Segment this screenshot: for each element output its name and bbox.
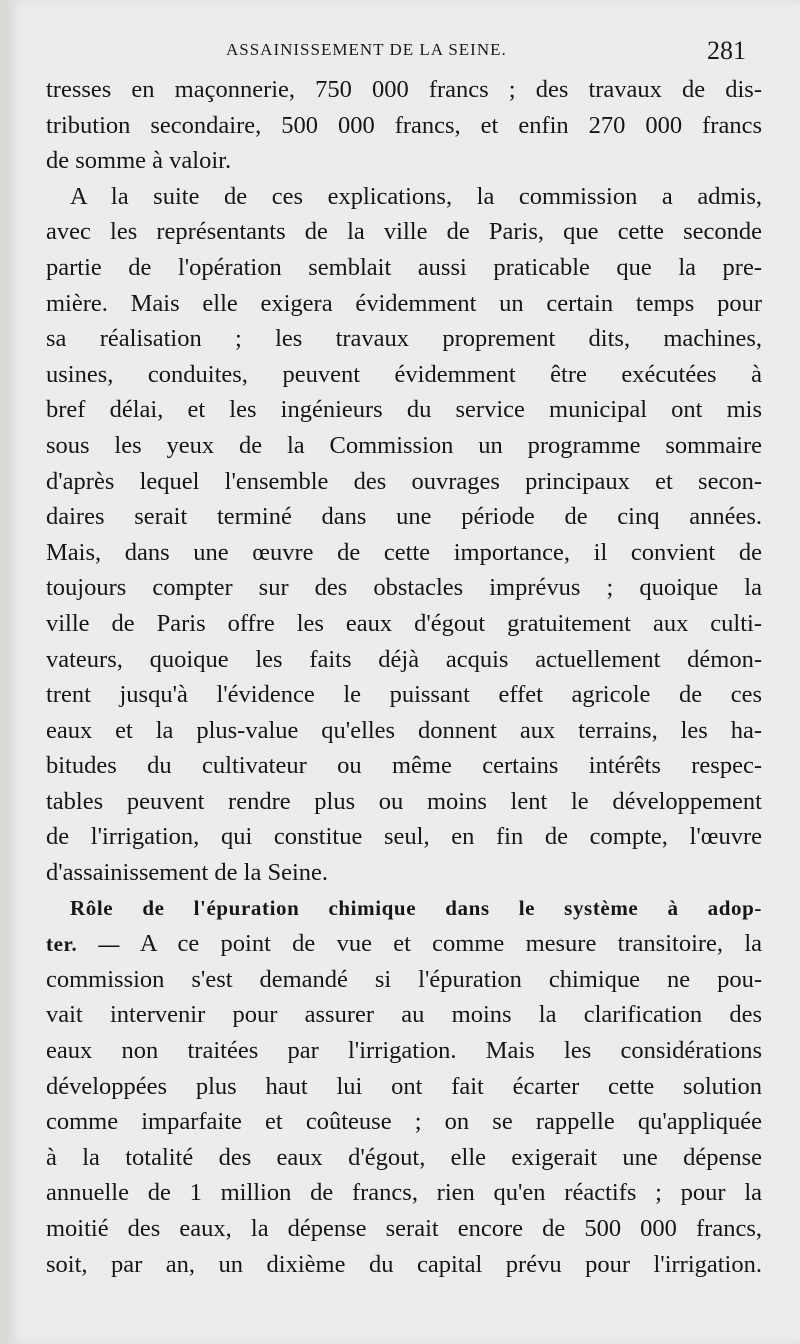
text-line: de somme à valoir. — [46, 147, 232, 175]
text-line: vateurs, quoique les faits déjà acquis actuellement démon- — [46, 645, 762, 673]
text-line: tresses en maçonnerie, 750 000 francs ; des travaux de dis- — [46, 76, 762, 103]
running-title: ASSAINISSEMENT DE LA SEINE. — [226, 40, 507, 59]
text-line: mière. Mais elle exigera évidemment un certain temps pour — [46, 289, 762, 317]
text-line: usines, conduites, peuvent évidemment être exécutées à — [46, 360, 762, 388]
book-page — [8, 0, 800, 1344]
text-line: sa réalisation ; les travaux proprement dits, machines, — [46, 325, 762, 353]
text-line: soit, par an, un dixième du capital prévu pour l'irrigation. — [46, 1250, 762, 1278]
text-line: ville de Paris offre les eaux d'égout gratuitement aux culti- — [46, 609, 762, 637]
text-line: trent jusqu'à l'évidence le puissant effet agricole de ces — [46, 681, 762, 709]
text-line: avec les représentants de la ville de Paris, que cette seconde — [46, 218, 762, 246]
text-line: eaux non traitées par l'irrigation. Mais les considérations — [46, 1037, 762, 1065]
section-first-line: A ce point de vue et comme mesure transitoire, la — [119, 930, 762, 958]
text-line: annuelle de 1 million de francs, rien qu'en réactifs ; pour la — [46, 1179, 762, 1207]
text-line: sous les yeux de la Commission un programme sommaire — [46, 431, 762, 459]
page-header — [8, 36, 800, 70]
section-heading-end: ter. — — [46, 932, 120, 957]
text-line: eaux et la plus-value qu'elles donnent aux terrains, les ha- — [46, 716, 762, 744]
text-line: d'après lequel l'ensemble des ouvrages principaux et secon- — [46, 467, 762, 495]
text-line: Mais, dans une œuvre de cette importance, il convient de — [46, 538, 762, 566]
text-line: à la totalité des eaux d'égout, elle exigerait une dépense — [46, 1143, 762, 1171]
text-line: commission s'est demandé si l'épuration chimique ne pou- — [46, 965, 762, 993]
text-line: daires serait terminé dans une période de cinq années. — [46, 503, 762, 531]
text-line: partie de l'opération semblait aussi praticable que la pre- — [46, 253, 762, 281]
text-line: développées plus haut lui ont fait écarter cette solution — [46, 1072, 762, 1100]
text-line: d'assainissement de la Seine. — [46, 859, 329, 887]
text-line: bitudes du cultivateur ou même certains intérêts respec- — [46, 752, 762, 780]
text-line: vait intervenir pour assurer au moins la clarification des — [46, 1001, 762, 1029]
text-line: tables peuvent rendre plus ou moins lent le développement — [46, 787, 762, 815]
text-line — [46, 926, 762, 962]
page-number: 281 — [707, 36, 746, 65]
page-body — [46, 72, 762, 1282]
text-line: moitié des eaux, la dépense serait encore de 500 000 francs, — [46, 1215, 762, 1242]
text-line: toujours compter sur des obstacles imprévus ; quoique la — [46, 574, 762, 602]
text-line: tribution secondaire, 500 000 francs, et enfin 270 000 francs — [46, 111, 762, 139]
text-line: de l'irrigation, qui constitue seul, en fin de compte, l'œuvre — [46, 823, 762, 851]
text-line: comme imparfaite et coûteuse ; on se rappelle qu'appliquée — [46, 1108, 762, 1136]
section-heading: Rôle de l'épuration chimique dans le système à adop- — [70, 895, 762, 920]
text-line: A la suite de ces explications, la commission a admis, — [70, 182, 762, 210]
text-line: bref délai, et les ingénieurs du service municipal ont mis — [46, 396, 762, 424]
